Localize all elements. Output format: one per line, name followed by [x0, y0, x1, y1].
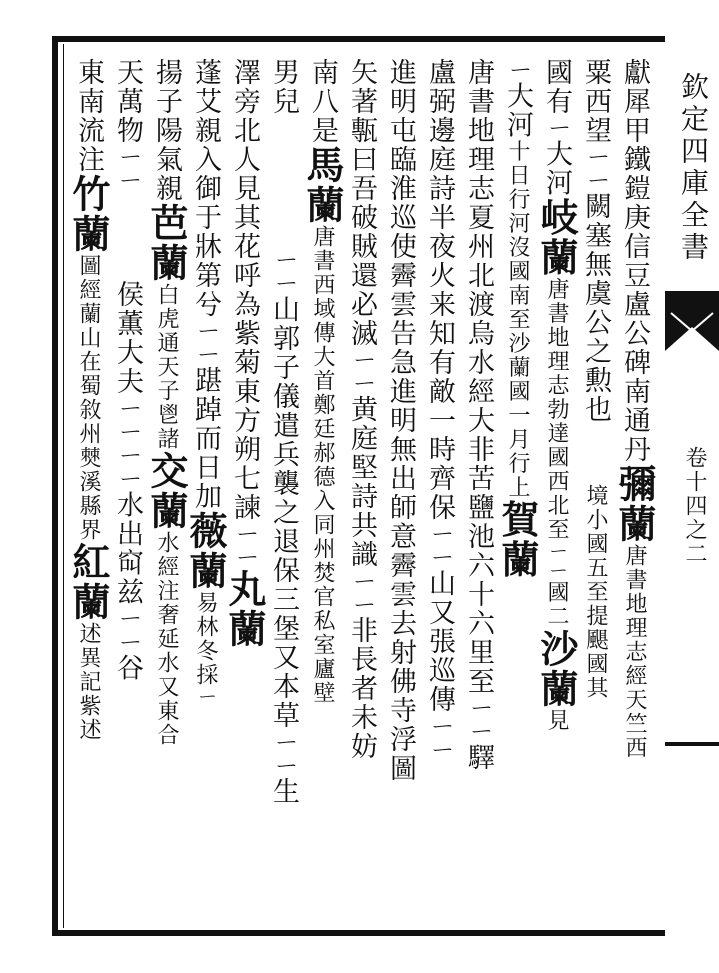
column-text: 澤旁北人見其花呼為紫菊東方朔七諫ㄧㄧ: [229, 58, 260, 570]
text-column-8: [339, 58, 383, 761]
margin-book-title: 欽定四庫全書: [677, 72, 710, 264]
margin-divider: [665, 742, 719, 746]
column-text: 唐書地理志經天竺西: [622, 544, 647, 760]
margin-volume: 卷十四之二: [682, 446, 707, 566]
column-text: 白虎通天子鬯諸: [154, 283, 179, 451]
text-column-15: [66, 58, 110, 742]
entry-heading: 岐蘭: [534, 197, 579, 278]
text-column-2: [573, 58, 617, 700]
column-text: 易林冬採ㄧ: [193, 591, 218, 707]
column-text: 粟西望ㄧㄧ闕塞無虞公之勲也: [580, 58, 611, 425]
column-text: 獻犀甲鐵鎧庚信豆盧公碑南通丹: [619, 58, 650, 464]
page-margin: [665, 36, 719, 936]
text-column-10: [261, 58, 305, 806]
text-column-1: [612, 58, 656, 760]
column-text: 蓬艾親入御于牀第兮ㄧㄧ踸踔而日加: [190, 58, 221, 512]
column-text: ㄧㄧ水出䆗兹ㄧㄧ谷: [112, 443, 143, 683]
text-column-4: [495, 58, 539, 580]
column-text: 國有ㄧ大河: [541, 58, 572, 198]
column-text: 境小國五至提颶國其: [583, 484, 608, 701]
entry-heading: 丸蘭: [222, 569, 267, 650]
text-column-12: [183, 58, 227, 707]
column-text: 矢著甎曰吾破賊還必滅ㄧㄧ黄庭堅詩共識ㄧㄧ非長者未妨: [346, 58, 377, 762]
column-text: 上: [505, 475, 530, 500]
entry-heading: 薇蘭: [183, 511, 228, 592]
entry-heading: 紅蘭: [66, 542, 111, 622]
entry-heading: 賀蘭: [495, 499, 540, 580]
column-text: 圖經蘭山在蜀敘州僰溪縣界: [76, 254, 101, 542]
column-text: 侯薫大夫ㄧㄧ: [112, 280, 143, 444]
text-column-3: [534, 58, 578, 733]
entry-heading: 馬蘭: [300, 145, 345, 225]
entry-heading: 交蘭: [144, 451, 189, 531]
column-text: 進明屯臨淮巡使霽雲告急進明無出師意霽雲去射佛寺浮圖: [385, 58, 416, 783]
text-column-13: [144, 58, 188, 747]
text-column-14: [105, 58, 149, 683]
column-text: 天萬物ㄧㄧ: [112, 58, 143, 193]
text-column-6: [417, 58, 461, 761]
column-text: 唐書西域傳大首鄭廷郝德入同州焚官私室廬壁: [310, 225, 335, 705]
entry-heading: 竹蘭: [66, 174, 111, 254]
column-text: 唐書地理志勃達國西北至ㄧㄧ國二: [544, 277, 569, 629]
text-column-7: [378, 58, 422, 783]
text-column-11: [222, 58, 266, 649]
column-text: 見: [544, 708, 569, 733]
entry-heading: 沙蘭: [534, 628, 579, 709]
column-text: 述異記紫述: [76, 622, 101, 742]
column-text: 南八是: [307, 58, 338, 145]
text-column-5: [456, 58, 500, 772]
column-text: 十日行河沒國南至沙蘭國一月行: [505, 139, 530, 476]
frame-inner-line: [63, 44, 64, 928]
entry-heading: 芭蘭: [144, 203, 189, 283]
column-text: 揚子陽氣親: [151, 58, 182, 203]
column-text: ㄧ大河: [502, 58, 533, 140]
entry-heading: 彌蘭: [612, 464, 657, 544]
column-text: 盧弼邊庭詩半夜火来知有敵一時齊保ㄧㄧ山又張巡傳ㄧㄧ: [424, 58, 455, 762]
column-text: 唐書地理志夏州北渡烏水經大非苦鹽池六十六里至ㄧㄧ驛: [463, 58, 494, 773]
column-text: 東南流注: [73, 58, 104, 174]
column-text: 水經注奢延水又東合: [154, 531, 179, 747]
column-text: 男兒: [268, 58, 299, 116]
fishtail-ornament-icon: [665, 291, 719, 361]
column-text: ㄧㄧ山郭子儀遣兵襲之退保三堡又本草ㄧㄧ生: [268, 248, 299, 807]
text-column-9: [300, 58, 344, 705]
